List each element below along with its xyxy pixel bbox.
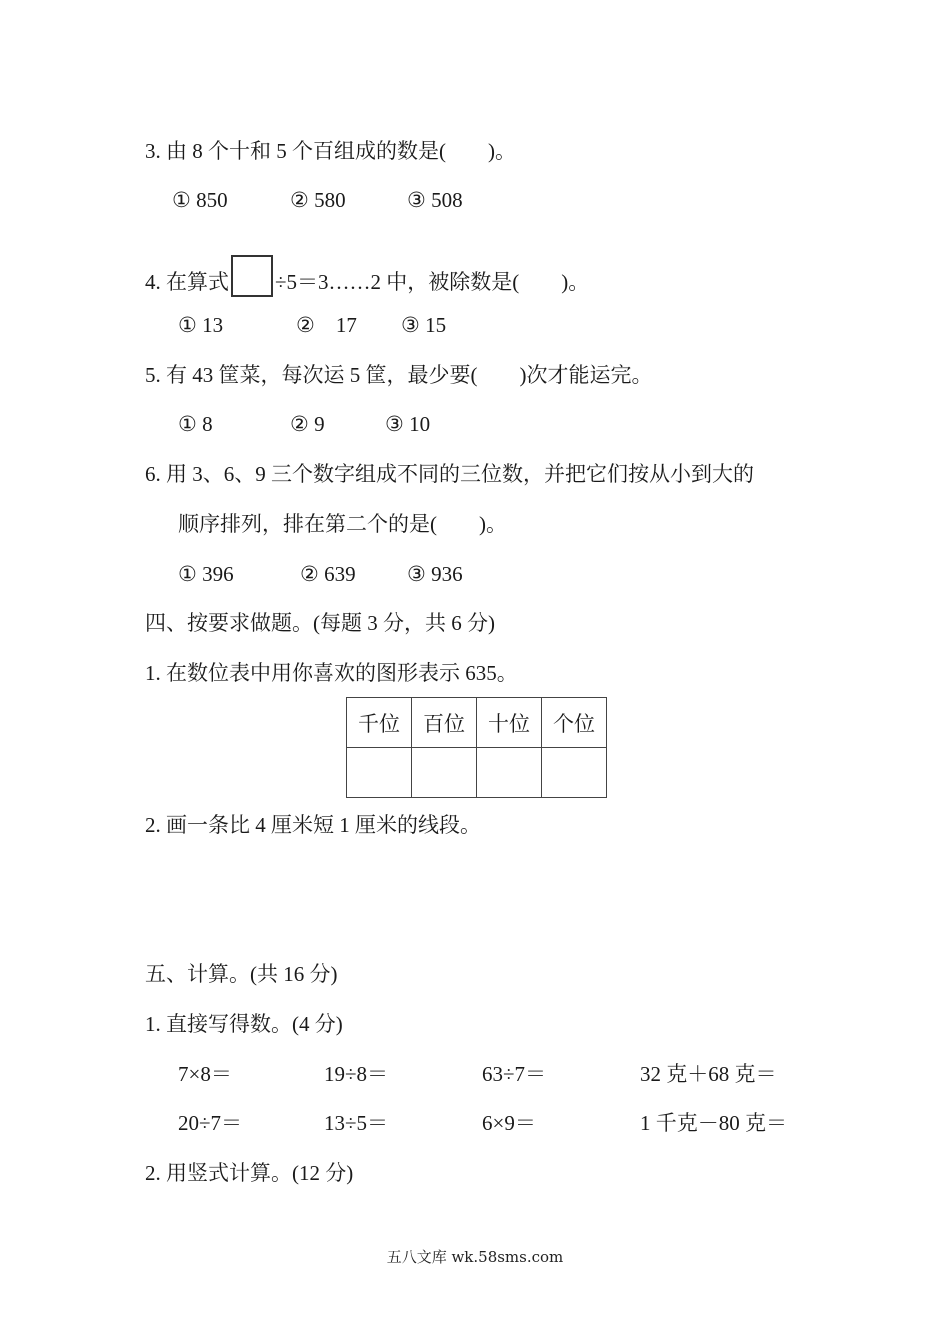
question-6-line-2: 顺序排列，排在第二个的是( )。	[178, 512, 507, 536]
q4-option-2: ② 17	[296, 313, 357, 337]
calc-item: 7×8＝	[178, 1062, 232, 1086]
calc-item: 19÷8＝	[324, 1062, 389, 1086]
calc-item: 1 千克－80 克＝	[640, 1111, 787, 1135]
calc-item: 13÷5＝	[324, 1111, 389, 1135]
question-5-text: 5. 有 43 筐菜，每次运 5 筐，最少要( )次才能运完。	[145, 363, 653, 387]
section-5-question-1: 1. 直接写得数。(4 分)	[145, 1012, 343, 1036]
place-value-table	[346, 697, 607, 798]
q6-option-2: ② 639	[300, 562, 356, 586]
header-ones: 个位	[542, 698, 607, 748]
cell-tens[interactable]	[477, 748, 542, 798]
section-4-heading: 四、按要求做题。(每题 3 分，共 6 分)	[145, 611, 495, 635]
cell-hundreds[interactable]	[412, 748, 477, 798]
q3-option-1: ① 850	[172, 188, 228, 212]
q4-option-3: ③ 15	[401, 313, 447, 337]
q5-option-2: ② 9	[290, 412, 325, 436]
q6-option-3: ③ 936	[407, 562, 463, 586]
calc-item: 6×9＝	[482, 1111, 536, 1135]
q5-option-1: ① 8	[178, 412, 213, 436]
q4-text-before: 4. 在算式	[145, 270, 229, 294]
section-5-heading: 五、计算。(共 16 分)	[145, 962, 338, 986]
question-4-text	[145, 255, 589, 297]
q3-option-3: ③ 508	[407, 188, 463, 212]
q6-option-1: ① 396	[178, 562, 234, 586]
header-hundreds: 百位	[412, 698, 477, 748]
question-6-line-1: 6. 用 3、6、9 三个数字组成不同的三位数，并把它们按从小到大的	[145, 462, 754, 486]
section-4-question-2: 2. 画一条比 4 厘米短 1 厘米的线段。	[145, 813, 481, 837]
question-3-text: 3. 由 8 个十和 5 个百组成的数是( )。	[145, 139, 516, 163]
cell-thousands[interactable]	[347, 748, 412, 798]
header-thousands: 千位	[347, 698, 412, 748]
q4-option-1: ① 13	[178, 313, 224, 337]
calc-item: 63÷7＝	[482, 1062, 547, 1086]
answer-box	[231, 255, 273, 297]
footer-watermark: 五八文库 wk.58sms.com	[386, 1248, 564, 1266]
q3-option-2: ② 580	[290, 188, 346, 212]
q5-option-3: ③ 10	[385, 412, 431, 436]
calc-item: 20÷7＝	[178, 1111, 243, 1135]
cell-ones[interactable]	[542, 748, 607, 798]
section-5-question-2: 2. 用竖式计算。(12 分)	[145, 1161, 354, 1185]
calc-item: 32 克＋68 克＝	[640, 1062, 777, 1086]
section-4-question-1: 1. 在数位表中用你喜欢的图形表示 635。	[145, 661, 518, 685]
header-tens: 十位	[477, 698, 542, 748]
q4-text-after: ÷5＝3……2 中，被除数是( )。	[275, 270, 590, 294]
